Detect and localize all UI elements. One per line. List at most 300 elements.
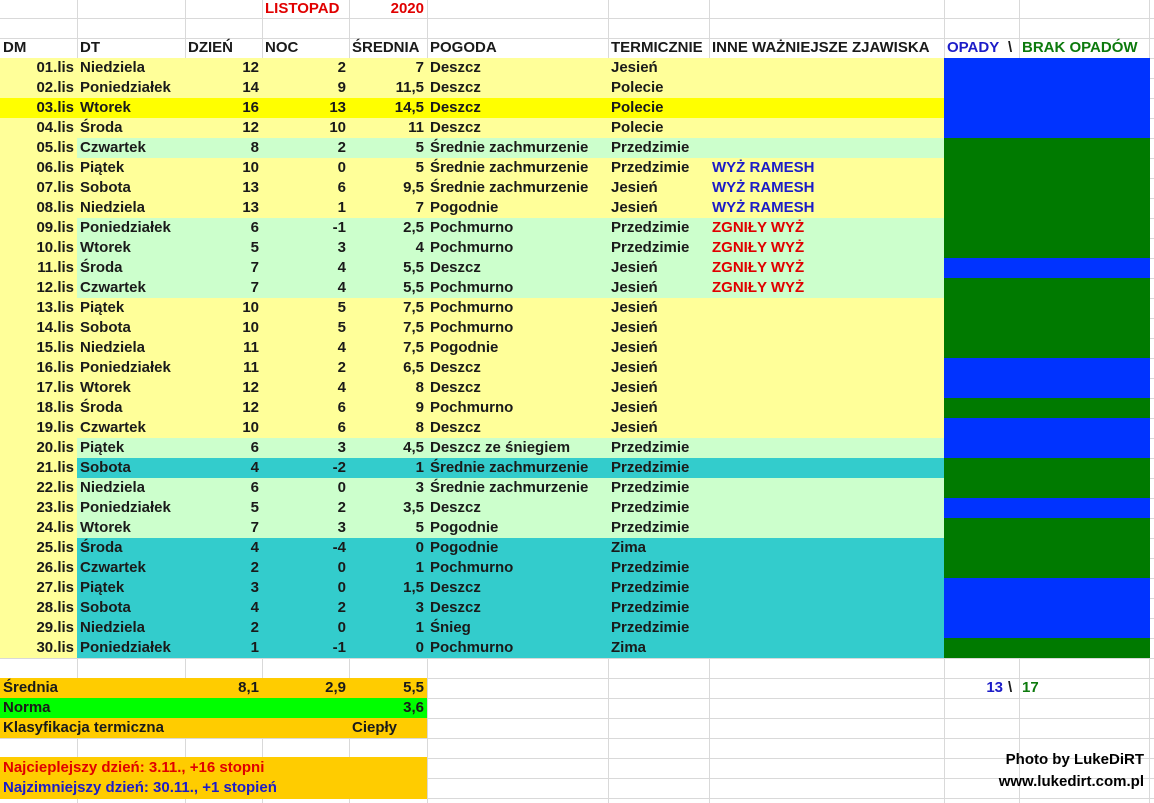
classification-label: Klasyfikacja termiczna bbox=[3, 719, 164, 736]
cell-dm: 29.lis bbox=[36, 619, 74, 636]
cell-event bbox=[709, 378, 944, 398]
precipitation-bar bbox=[944, 58, 1150, 78]
cell-night: 4 bbox=[337, 259, 346, 276]
header-events: INNE WAŻNIEJSZE ZJAWISKA bbox=[712, 39, 930, 56]
precip-count: 13 bbox=[986, 679, 1003, 696]
cell-dm: 15.lis bbox=[36, 339, 74, 356]
classification-value: Ciepły bbox=[352, 719, 398, 736]
cell-dt: Czwartek bbox=[80, 419, 146, 436]
summary-avg-night: 2,9 bbox=[325, 679, 346, 696]
cell-avg: 5,5 bbox=[403, 279, 424, 296]
cell-avg: 9 bbox=[415, 399, 424, 416]
no-precipitation-bar bbox=[944, 238, 1150, 258]
cell-night: 4 bbox=[337, 339, 346, 356]
cell-avg: 8 bbox=[415, 379, 424, 396]
cell-dt: Niedziela bbox=[80, 59, 146, 76]
cell-event: ZGNIŁY WYŻ bbox=[712, 239, 805, 256]
cell-event: WYŻ RAMESH bbox=[712, 159, 815, 176]
cell-dm: 14.lis bbox=[36, 319, 74, 336]
cell-thermal: Jesień bbox=[611, 279, 658, 296]
cell-night: 0 bbox=[337, 619, 346, 636]
no-precipitation-bar bbox=[944, 318, 1150, 338]
no-precipitation-bar bbox=[944, 338, 1150, 358]
cell-day: 14 bbox=[242, 79, 259, 96]
cell-day: 4 bbox=[250, 599, 259, 616]
cell-day: 7 bbox=[250, 519, 259, 536]
cell-day: 10 bbox=[242, 299, 259, 316]
cell-dt: Niedziela bbox=[80, 619, 146, 636]
cell-day: 5 bbox=[250, 499, 259, 516]
cell-dm: 07.lis bbox=[36, 179, 74, 196]
website-credit: www.lukedirt.com.pl bbox=[998, 773, 1144, 790]
header-noprecip: BRAK OPADÓW bbox=[1022, 39, 1138, 56]
no-precipitation-bar bbox=[944, 538, 1150, 558]
cell-thermal: Przedzimie bbox=[611, 499, 690, 516]
cell-weather: Pogodnie bbox=[430, 199, 499, 216]
cell-event bbox=[709, 638, 944, 658]
cell-day: 12 bbox=[242, 59, 259, 76]
cell-thermal: Zima bbox=[611, 539, 647, 556]
cell-weather: Deszcz bbox=[430, 599, 481, 616]
cell-dm: 12.lis bbox=[36, 279, 74, 296]
cell-event bbox=[709, 98, 944, 118]
cell-weather: Pochmurno bbox=[430, 319, 514, 336]
precipitation-bar bbox=[944, 118, 1150, 138]
cell-day: 6 bbox=[250, 439, 259, 456]
cell-night: 6 bbox=[337, 419, 346, 436]
cell-weather: Pogodnie bbox=[430, 539, 499, 556]
cell-avg: 1 bbox=[415, 559, 424, 576]
cell-avg: 4,5 bbox=[403, 439, 424, 456]
cell-event bbox=[709, 58, 944, 78]
cell-dm: 20.lis bbox=[36, 439, 74, 456]
warmest-note: Najcieplejszy dzień: 3.11., +16 stopni bbox=[3, 759, 265, 776]
cell-dm: 22.lis bbox=[36, 479, 74, 496]
no-precipitation-bar bbox=[944, 518, 1150, 538]
no-precipitation-bar bbox=[944, 178, 1150, 198]
cell-event bbox=[709, 498, 944, 518]
cell-avg: 1,5 bbox=[403, 579, 424, 596]
cell-weather: Deszcz bbox=[430, 359, 481, 376]
cell-dt: Niedziela bbox=[80, 339, 146, 356]
no-precipitation-bar bbox=[944, 158, 1150, 178]
precipitation-bar bbox=[944, 378, 1150, 398]
cell-day: 7 bbox=[250, 259, 259, 276]
cell-event bbox=[709, 78, 944, 98]
cell-weather: Średnie zachmurzenie bbox=[430, 479, 589, 496]
precipitation-bar bbox=[944, 438, 1150, 458]
cell-weather: Pogodnie bbox=[430, 339, 499, 356]
cell-weather: Deszcz bbox=[430, 119, 481, 136]
cell-dm: 09.lis bbox=[36, 219, 74, 236]
cell-weather: Deszcz bbox=[430, 259, 481, 276]
cell-dm: 05.lis bbox=[36, 139, 74, 156]
cell-dt: Piątek bbox=[80, 159, 125, 176]
cell-day: 10 bbox=[242, 419, 259, 436]
cell-day: 13 bbox=[242, 179, 259, 196]
cell-event bbox=[709, 398, 944, 418]
header-thermal: TERMICZNIE bbox=[611, 39, 703, 56]
cell-dt: Wtorek bbox=[80, 519, 131, 536]
cell-avg: 14,5 bbox=[394, 99, 424, 116]
cell-dt: Poniedziałek bbox=[80, 79, 171, 96]
cell-thermal: Przedzimie bbox=[611, 159, 690, 176]
cell-day: 11 bbox=[243, 339, 259, 356]
cell-weather: Deszcz bbox=[430, 579, 481, 596]
cell-dt: Poniedziałek bbox=[80, 219, 171, 236]
cell-weather: Deszcz bbox=[430, 79, 481, 96]
no-precipitation-bar bbox=[944, 638, 1150, 658]
cell-dm: 27.lis bbox=[36, 579, 74, 596]
cell-weather: Pochmurno bbox=[430, 219, 514, 236]
cell-thermal: Jesień bbox=[611, 319, 658, 336]
cell-thermal: Przedzimie bbox=[611, 459, 690, 476]
cell-night: 2 bbox=[337, 499, 346, 516]
cell-dm: 26.lis bbox=[36, 559, 74, 576]
cell-avg: 0 bbox=[415, 639, 424, 656]
cell-dm: 10.lis bbox=[36, 239, 74, 256]
cell-thermal: Jesień bbox=[611, 259, 658, 276]
cell-weather: Deszcz bbox=[430, 499, 481, 516]
cell-dt: Środa bbox=[80, 539, 123, 556]
cell-thermal: Przedzimie bbox=[611, 599, 690, 616]
cell-event bbox=[709, 518, 944, 538]
cell-thermal: Jesień bbox=[611, 399, 658, 416]
grid-line bbox=[0, 658, 1154, 659]
cell-dm: 16.lis bbox=[36, 359, 74, 376]
cell-night: 0 bbox=[337, 159, 346, 176]
cell-day: 1 bbox=[250, 639, 259, 656]
summary-avg-day: 8,1 bbox=[238, 679, 259, 696]
cell-night: 13 bbox=[329, 99, 346, 116]
no-precipitation-bar bbox=[944, 558, 1150, 578]
cell-event bbox=[709, 298, 944, 318]
norm-label: Norma bbox=[3, 699, 51, 716]
no-precipitation-bar bbox=[944, 198, 1150, 218]
cell-dt: Wtorek bbox=[80, 379, 131, 396]
cell-dm: 03.lis bbox=[36, 99, 74, 116]
cell-night: -4 bbox=[332, 539, 346, 556]
cell-weather: Deszcz bbox=[430, 379, 481, 396]
cell-thermal: Przedzimie bbox=[611, 619, 690, 636]
cell-day: 16 bbox=[242, 99, 259, 116]
cell-event bbox=[709, 578, 944, 598]
cell-thermal: Przedzimie bbox=[611, 579, 690, 596]
cell-event bbox=[709, 618, 944, 638]
cell-night: 2 bbox=[337, 59, 346, 76]
cell-dt: Wtorek bbox=[80, 239, 131, 256]
cell-night: 6 bbox=[337, 179, 346, 196]
cell-event bbox=[709, 538, 944, 558]
cell-avg: 5 bbox=[415, 159, 424, 176]
cell-day: 4 bbox=[250, 539, 259, 556]
cell-weather: Średnie zachmurzenie bbox=[430, 459, 589, 476]
cell-thermal: Jesień bbox=[611, 339, 658, 356]
cell-avg: 5,5 bbox=[403, 259, 424, 276]
cell-weather: Średnie zachmurzenie bbox=[430, 139, 589, 156]
norm-value: 3,6 bbox=[403, 699, 424, 716]
cell-day: 12 bbox=[242, 119, 259, 136]
cell-day: 2 bbox=[250, 559, 259, 576]
cell-avg: 2,5 bbox=[403, 219, 424, 236]
cell-avg: 1 bbox=[415, 459, 424, 476]
cell-thermal: Jesień bbox=[611, 419, 658, 436]
cell-avg: 3 bbox=[415, 479, 424, 496]
cell-dt: Wtorek bbox=[80, 99, 131, 116]
cell-night: 5 bbox=[337, 319, 346, 336]
cell-avg: 7 bbox=[415, 59, 424, 76]
cell-night: -2 bbox=[332, 459, 346, 476]
cell-night: 0 bbox=[337, 579, 346, 596]
grid-line bbox=[0, 738, 1154, 739]
cell-night: 4 bbox=[337, 279, 346, 296]
cell-event: ZGNIŁY WYŻ bbox=[712, 219, 805, 236]
cell-dm: 17.lis bbox=[36, 379, 74, 396]
no-precipitation-bar bbox=[944, 138, 1150, 158]
cell-night: 2 bbox=[337, 599, 346, 616]
cell-avg: 3 bbox=[415, 599, 424, 616]
grid-line bbox=[0, 18, 1154, 19]
cell-dm: 08.lis bbox=[36, 199, 74, 216]
cell-dt: Sobota bbox=[80, 319, 131, 336]
cell-thermal: Polecie bbox=[611, 99, 664, 116]
cell-avg: 1 bbox=[415, 619, 424, 636]
precipitation-bar bbox=[944, 258, 1150, 278]
cell-thermal: Polecie bbox=[611, 119, 664, 136]
cell-thermal: Przedzimie bbox=[611, 139, 690, 156]
cell-night: 3 bbox=[337, 239, 346, 256]
cell-night: 0 bbox=[337, 479, 346, 496]
cell-weather: Średnie zachmurzenie bbox=[430, 179, 589, 196]
cell-day: 10 bbox=[242, 159, 259, 176]
cell-dm: 13.lis bbox=[36, 299, 74, 316]
no-precipitation-bar bbox=[944, 478, 1150, 498]
cell-avg: 4 bbox=[415, 239, 424, 256]
cell-day: 12 bbox=[242, 379, 259, 396]
cell-weather: Deszcz bbox=[430, 419, 481, 436]
cell-event bbox=[709, 318, 944, 338]
cell-weather: Średnie zachmurzenie bbox=[430, 159, 589, 176]
cell-avg: 8 bbox=[415, 419, 424, 436]
cell-weather: Pochmurno bbox=[430, 279, 514, 296]
cell-avg: 7 bbox=[415, 199, 424, 216]
cell-night: 1 bbox=[337, 199, 346, 216]
cell-weather: Śnieg bbox=[430, 619, 471, 636]
cell-night: 5 bbox=[337, 299, 346, 316]
header-dt: DT bbox=[80, 39, 100, 56]
cell-thermal: Zima bbox=[611, 639, 647, 656]
cell-thermal: Przedzimie bbox=[611, 239, 690, 256]
cell-dm: 04.lis bbox=[36, 119, 74, 136]
cell-dt: Czwartek bbox=[80, 559, 146, 576]
cell-day: 2 bbox=[250, 619, 259, 636]
cell-dm: 11.lis bbox=[37, 259, 74, 276]
cell-avg: 7,5 bbox=[403, 299, 424, 316]
cell-dm: 24.lis bbox=[36, 519, 74, 536]
cell-thermal: Polecie bbox=[611, 79, 664, 96]
header-weather: POGODA bbox=[430, 39, 497, 56]
cell-day: 6 bbox=[250, 479, 259, 496]
cell-dt: Środa bbox=[80, 259, 123, 276]
cell-dt: Czwartek bbox=[80, 139, 146, 156]
cell-dt: Poniedziałek bbox=[80, 359, 171, 376]
cell-dt: Sobota bbox=[80, 599, 131, 616]
cell-day: 13 bbox=[242, 199, 259, 216]
cell-event bbox=[709, 118, 944, 138]
month-title: LISTOPAD bbox=[265, 0, 340, 17]
cell-weather: Deszcz ze śniegiem bbox=[430, 439, 571, 456]
cell-event bbox=[709, 438, 944, 458]
header-dm: DM bbox=[3, 39, 27, 56]
cell-day: 11 bbox=[243, 359, 259, 376]
summary-avg-mean: 5,5 bbox=[403, 679, 424, 696]
cell-thermal: Jesień bbox=[611, 199, 658, 216]
cell-thermal: Jesień bbox=[611, 379, 658, 396]
cell-night: 3 bbox=[337, 519, 346, 536]
cell-event bbox=[709, 558, 944, 578]
cell-dt: Piątek bbox=[80, 439, 125, 456]
cell-event bbox=[709, 138, 944, 158]
cell-dt: Niedziela bbox=[80, 479, 146, 496]
cell-dm: 19.lis bbox=[36, 419, 74, 436]
precipitation-bar bbox=[944, 618, 1150, 638]
cell-night: 6 bbox=[337, 399, 346, 416]
precipitation-bar bbox=[944, 498, 1150, 518]
cell-thermal: Przedzimie bbox=[611, 519, 690, 536]
header-day: DZIEŃ bbox=[188, 39, 233, 56]
cell-event bbox=[709, 338, 944, 358]
cell-avg: 11,5 bbox=[395, 79, 424, 96]
cell-night: 3 bbox=[337, 439, 346, 456]
cell-event bbox=[709, 418, 944, 438]
cell-avg: 11 bbox=[408, 119, 424, 136]
no-precipitation-bar bbox=[944, 398, 1150, 418]
cell-dt: Poniedziałek bbox=[80, 639, 171, 656]
no-precipitation-bar bbox=[944, 458, 1150, 478]
cell-weather: Deszcz bbox=[430, 99, 481, 116]
cell-avg: 9,5 bbox=[403, 179, 424, 196]
precipitation-bar bbox=[944, 78, 1150, 98]
cell-day: 5 bbox=[250, 239, 259, 256]
cell-dt: Środa bbox=[80, 399, 123, 416]
cell-event: WYŻ RAMESH bbox=[712, 199, 815, 216]
cell-weather: Deszcz bbox=[430, 59, 481, 76]
cell-night: 10 bbox=[329, 119, 346, 136]
cell-weather: Pochmurno bbox=[430, 399, 514, 416]
cell-weather: Pogodnie bbox=[430, 519, 499, 536]
cell-event bbox=[709, 598, 944, 618]
cell-weather: Pochmurno bbox=[430, 239, 514, 256]
cell-day: 4 bbox=[250, 459, 259, 476]
cell-avg: 7,5 bbox=[403, 339, 424, 356]
cell-weather: Pochmurno bbox=[430, 559, 514, 576]
summary-avg-label: Średnia bbox=[3, 679, 59, 696]
cell-dm: 02.lis bbox=[36, 79, 74, 96]
cell-thermal: Przedzimie bbox=[611, 439, 690, 456]
cell-dm: 30.lis bbox=[36, 639, 74, 656]
precipitation-bar bbox=[944, 578, 1150, 598]
cell-dt: Środa bbox=[80, 119, 123, 136]
cell-night: -1 bbox=[332, 219, 346, 236]
cell-dt: Niedziela bbox=[80, 199, 146, 216]
cell-thermal: Przedzimie bbox=[611, 559, 690, 576]
precipitation-bar bbox=[944, 418, 1150, 438]
cell-dm: 21.lis bbox=[36, 459, 74, 476]
cell-thermal: Jesień bbox=[611, 179, 658, 196]
cell-weather: Pochmurno bbox=[430, 299, 514, 316]
cell-dt: Sobota bbox=[80, 459, 131, 476]
cell-dt: Poniedziałek bbox=[80, 499, 171, 516]
cell-thermal: Jesień bbox=[611, 59, 658, 76]
cell-day: 3 bbox=[250, 579, 259, 596]
cell-dm: 25.lis bbox=[36, 539, 74, 556]
cell-event: ZGNIŁY WYŻ bbox=[712, 279, 805, 296]
count-separator: \ bbox=[1008, 679, 1013, 696]
cell-night: 0 bbox=[337, 559, 346, 576]
cell-dm: 01.lis bbox=[36, 59, 74, 76]
cell-day: 6 bbox=[250, 219, 259, 236]
coldest-note: Najzimniejszy dzień: 30.11., +1 stopień bbox=[3, 779, 277, 796]
cell-dt: Czwartek bbox=[80, 279, 146, 296]
cell-dm: 28.lis bbox=[36, 599, 74, 616]
cell-dm: 23.lis bbox=[36, 499, 74, 516]
cell-thermal: Jesień bbox=[611, 359, 658, 376]
cell-day: 8 bbox=[250, 139, 259, 156]
no-precipitation-bar bbox=[944, 278, 1150, 298]
cell-event bbox=[709, 478, 944, 498]
cell-avg: 7,5 bbox=[403, 319, 424, 336]
cell-event: WYŻ RAMESH bbox=[712, 179, 815, 196]
cell-event bbox=[709, 458, 944, 478]
header-precip: OPADY bbox=[947, 39, 1000, 56]
header-avg: ŚREDNIA bbox=[352, 39, 420, 56]
cell-event bbox=[709, 358, 944, 378]
cell-dt: Piątek bbox=[80, 579, 125, 596]
cell-avg: 0 bbox=[415, 539, 424, 556]
precipitation-bar bbox=[944, 598, 1150, 618]
cell-day: 7 bbox=[250, 279, 259, 296]
precipitation-bar bbox=[944, 98, 1150, 118]
cell-dm: 18.lis bbox=[36, 399, 74, 416]
cell-avg: 6,5 bbox=[403, 359, 424, 376]
header-night: NOC bbox=[265, 39, 299, 56]
cell-night: -1 bbox=[332, 639, 346, 656]
no-precipitation-bar bbox=[944, 218, 1150, 238]
cell-event: ZGNIŁY WYŻ bbox=[712, 259, 805, 276]
cell-night: 9 bbox=[337, 79, 346, 96]
cell-day: 12 bbox=[242, 399, 259, 416]
cell-dm: 06.lis bbox=[36, 159, 74, 176]
cell-night: 2 bbox=[337, 139, 346, 156]
cell-day: 10 bbox=[242, 319, 259, 336]
cell-thermal: Przedzimie bbox=[611, 479, 690, 496]
cell-avg: 5 bbox=[415, 139, 424, 156]
no-precipitation-bar bbox=[944, 298, 1150, 318]
precipitation-bar bbox=[944, 358, 1150, 378]
cell-night: 2 bbox=[337, 359, 346, 376]
photo-credit: Photo by LukeDiRT bbox=[1005, 751, 1144, 768]
cell-dt: Piątek bbox=[80, 299, 125, 316]
cell-thermal: Jesień bbox=[611, 299, 658, 316]
cell-avg: 3,5 bbox=[403, 499, 424, 516]
cell-night: 4 bbox=[337, 379, 346, 396]
header-separator: \ bbox=[1008, 39, 1013, 56]
cell-avg: 5 bbox=[415, 519, 424, 536]
cell-weather: Pochmurno bbox=[430, 639, 514, 656]
cell-dt: Sobota bbox=[80, 179, 131, 196]
noprecip-count: 17 bbox=[1022, 679, 1039, 696]
year-title: 2020 bbox=[390, 0, 424, 17]
